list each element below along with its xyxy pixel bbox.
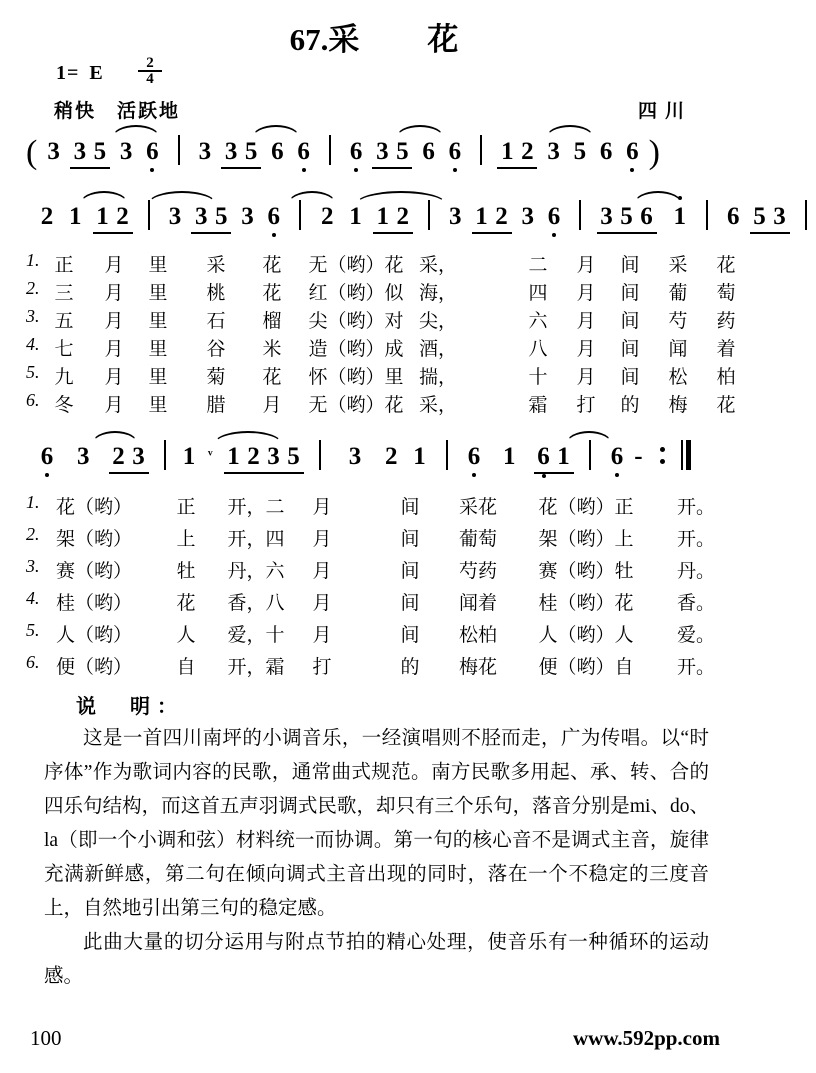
- lyric-syllable: 的: [400, 657, 420, 678]
- note: 6: [727, 203, 740, 230]
- note: 3: [129, 443, 149, 474]
- note: 6: [294, 138, 314, 166]
- lyric-syllable: 二: [528, 255, 548, 276]
- note: 2: [492, 203, 512, 234]
- lyric-syllable: 八: [528, 339, 548, 360]
- note: 3: [191, 203, 211, 234]
- verse-number: 5.: [26, 362, 40, 382]
- note: 3: [70, 138, 90, 169]
- lyric-syllable: 月: [576, 311, 596, 332]
- lyric-syllable: 花: [716, 395, 736, 416]
- lyric-syllable: 月: [104, 367, 124, 388]
- verse-number: 6.: [26, 652, 40, 672]
- verse-number: 1.: [26, 492, 40, 512]
- meter-denominator: 4: [138, 70, 162, 86]
- lyric-syllable: 梅: [668, 395, 688, 416]
- lyric-line: [26, 556, 724, 588]
- lyric-line: [26, 492, 724, 524]
- lyric-syllable: 闻着: [458, 593, 498, 614]
- lyric-syllable: 石: [206, 311, 226, 332]
- note: 3: [521, 203, 534, 230]
- slur: [214, 431, 282, 444]
- barline: [329, 135, 331, 165]
- notation-row: [26, 134, 724, 180]
- lyric-syllable: 葡萄: [458, 529, 498, 550]
- lyric-syllable: 里: [148, 283, 168, 304]
- lyric-syllable: 花: [176, 593, 196, 614]
- note: 5: [392, 138, 412, 169]
- lyric-syllable: 月: [576, 367, 596, 388]
- explanation-heading: 说 明：: [76, 696, 184, 718]
- lyric-line: [26, 390, 736, 418]
- note: 5: [211, 203, 231, 234]
- lyric-syllable: 间: [620, 311, 640, 332]
- note: 1: [554, 443, 574, 474]
- key-label: 1=: [56, 62, 80, 84]
- lyric-syllable: 无（哟）花: [308, 395, 404, 416]
- page-number: 100: [30, 1026, 62, 1050]
- lyric-syllable: 酒，: [418, 339, 458, 360]
- key-value: E: [89, 62, 104, 84]
- slur: [252, 125, 300, 138]
- score-line-2: [26, 200, 786, 418]
- note: 2: [244, 443, 264, 474]
- lyric-syllable: 月: [104, 339, 124, 360]
- notation-row: [26, 440, 724, 486]
- lyric-syllable: 桂（哟）: [55, 593, 133, 614]
- lyric-syllable: 月: [576, 255, 596, 276]
- note: 1: [182, 443, 196, 470]
- note: 3: [47, 138, 60, 165]
- note: 3: [119, 138, 133, 165]
- verse-number: 2.: [26, 278, 40, 298]
- note: 5: [750, 203, 770, 234]
- barline: [148, 200, 150, 230]
- verse-number: 4.: [26, 588, 40, 608]
- lyric-syllable: 造（哟）成: [308, 339, 404, 360]
- lyric-syllable: 开，四: [227, 529, 285, 550]
- note: 3: [348, 443, 362, 470]
- lyric-syllable: 开。: [676, 529, 716, 550]
- lyric-syllable: 间: [400, 529, 420, 550]
- lyric-syllable: 打: [312, 657, 332, 678]
- lyric-syllable: 花: [716, 255, 736, 276]
- note: 3: [597, 203, 617, 234]
- lyric-syllable: 六: [528, 311, 548, 332]
- lyric-syllable: 花（哟）: [55, 497, 133, 518]
- note: 3: [221, 138, 241, 169]
- lyric-syllable: 采: [206, 255, 226, 276]
- note: 2: [393, 203, 413, 234]
- note: 6: [637, 203, 657, 234]
- key-signature: [56, 62, 104, 85]
- note: 1: [413, 443, 426, 470]
- note: 6: [544, 203, 564, 231]
- lyric-syllable: 丹，六: [227, 561, 285, 582]
- lyric-line: [26, 524, 724, 556]
- lyric-syllable: 七: [54, 339, 74, 360]
- song-number: 67.: [289, 22, 329, 57]
- verse-number: 3.: [26, 556, 40, 576]
- lyric-syllable: 月: [104, 255, 124, 276]
- lyric-syllable: 松柏: [458, 625, 498, 646]
- lyric-syllable: 芍药: [458, 561, 498, 582]
- lyric-syllable: 无（哟）花: [308, 255, 404, 276]
- lyric-syllable: 里: [148, 311, 168, 332]
- lyric-syllable: 架（哟）: [55, 529, 133, 550]
- lyric-syllable: 怀（哟）里: [308, 367, 404, 388]
- slur: [112, 125, 160, 138]
- note: 1: [69, 203, 82, 230]
- lyric-line: [26, 250, 736, 278]
- lyric-syllable: 三: [54, 283, 74, 304]
- slur: [566, 431, 612, 444]
- barline: [428, 200, 430, 230]
- note: 1: [497, 138, 517, 169]
- lyric-syllable: 着: [716, 339, 736, 360]
- note: 5: [617, 203, 637, 234]
- lyric-syllable: 爱，十: [227, 625, 285, 646]
- note: 2: [385, 443, 398, 470]
- lyric-syllable: 正: [54, 255, 74, 276]
- note: 6: [622, 138, 642, 166]
- lyric-line: [26, 588, 724, 620]
- lyric-syllable: 间: [620, 283, 640, 304]
- note: 3: [547, 138, 560, 165]
- lyric-syllable: 架（哟）上: [538, 529, 634, 550]
- lyric-syllable: 桂（哟）花: [538, 593, 634, 614]
- lyric-syllable: 月: [576, 339, 596, 360]
- slur: [356, 191, 446, 204]
- note: 6: [534, 443, 554, 474]
- note: 1: [373, 203, 393, 234]
- notation-row: [26, 200, 786, 246]
- slur: [92, 431, 138, 444]
- lyric-syllable: 梅花: [458, 657, 498, 678]
- lyric-syllable: 间: [400, 593, 420, 614]
- barline: [299, 200, 301, 230]
- lyric-syllable: 腊: [206, 395, 226, 416]
- lyric-syllable: 月: [576, 283, 596, 304]
- verse-number: 1.: [26, 250, 40, 270]
- note: 6: [599, 138, 613, 165]
- note: 6: [606, 443, 628, 471]
- note: 5: [284, 443, 304, 474]
- lyric-syllable: 五: [54, 311, 74, 332]
- lyric-syllable: 花（哟）正: [538, 497, 634, 518]
- lyric-syllable: 间: [620, 339, 640, 360]
- note: 1: [503, 443, 516, 470]
- note: 1: [349, 203, 362, 230]
- lyric-syllable: 正: [176, 497, 196, 518]
- lyric-syllable: 月: [104, 311, 124, 332]
- lyric-syllable: 霜: [528, 395, 548, 416]
- barline: [178, 135, 180, 165]
- lyric-syllable: 闻: [668, 339, 688, 360]
- region-label: 四川: [637, 101, 692, 122]
- lyric-line: [26, 362, 736, 390]
- tempo-marking: 稍快 活跃地: [54, 101, 181, 122]
- breath-mark: ᵛ: [207, 447, 213, 464]
- website-watermark: www.592pp.com: [572, 1026, 720, 1050]
- lyric-syllable: 谷: [206, 339, 226, 360]
- lyric-syllable: 海，: [418, 283, 458, 304]
- barline: [319, 440, 321, 470]
- verse-number: 5.: [26, 620, 40, 640]
- note: 3: [372, 138, 392, 169]
- lyric-syllable: 红（哟）似: [308, 283, 404, 304]
- final-barline: [681, 440, 691, 470]
- score-line-1: [26, 134, 724, 180]
- score-line-3: [26, 440, 724, 684]
- lyric-syllable: 月: [312, 497, 332, 518]
- note: 6: [36, 443, 58, 471]
- lyric-syllable: 便（哟）: [55, 657, 133, 678]
- lyric-syllable: 月: [312, 593, 332, 614]
- slur: [396, 125, 444, 138]
- hold-dash: -: [634, 443, 643, 470]
- lyric-syllable: 桃: [206, 283, 226, 304]
- barline: [446, 440, 448, 470]
- note: 5: [90, 138, 110, 169]
- page-title: [0, 14, 750, 59]
- lyric-syllable: 芍: [668, 311, 688, 332]
- lyric-syllable: 松: [668, 367, 688, 388]
- lyric-syllable: 人: [176, 625, 196, 646]
- lyric-syllable: 赛（哟）: [55, 561, 133, 582]
- song-name: 采 花: [328, 22, 461, 57]
- lyric-syllable: 里: [148, 339, 168, 360]
- note: 3: [77, 443, 90, 470]
- lyric-syllable: 香，八: [227, 593, 285, 614]
- lyric-syllable: 月: [104, 395, 124, 416]
- barline: [706, 200, 708, 230]
- note: 3: [198, 138, 212, 165]
- lyric-syllable: 开。: [676, 657, 716, 678]
- lyric-line: [26, 652, 724, 684]
- lyric-syllable: 开。: [676, 497, 716, 518]
- lyric-syllable: 打: [576, 395, 596, 416]
- lyric-syllable: 采花: [458, 497, 498, 518]
- lyric-syllable: 间: [620, 367, 640, 388]
- explanation-body: [44, 722, 709, 994]
- note: 5: [573, 138, 587, 165]
- lyric-syllable: 间: [400, 497, 420, 518]
- lyric-line: [26, 306, 736, 334]
- barline: [589, 440, 591, 470]
- lyric-syllable: 间: [620, 255, 640, 276]
- verse-number: 3.: [26, 306, 40, 326]
- lyric-syllable: 月: [312, 561, 332, 582]
- lyric-line: [26, 278, 736, 306]
- lyric-syllable: 药: [716, 311, 736, 332]
- lyric-syllable: 花: [262, 255, 282, 276]
- note: 6: [422, 138, 435, 165]
- note: 6: [463, 443, 485, 471]
- lyric-syllable: 采，: [418, 255, 458, 276]
- lyric-syllable: 牡: [176, 561, 196, 582]
- lyric-syllable: 花: [262, 283, 282, 304]
- lyric-syllable: 开，霜: [227, 657, 285, 678]
- explanation-paragraph: 这是一首四川南坪的小调音乐，一经演唱则不胫而走，广为传唱。以“时序体”作为歌词内容的民歌，通常曲式规范。南方民歌多用起、承、转、合的四乐句结构，而这首五声羽调式民歌，却只有三个乐句，落音分别是mi、do、la（即一个小调和弦）材料统一而协调。第一句的核心音不是调式主音，旋律充满新鲜感，第二句在倾向调式主音出现的同时，落在一个不稳定的三度音上，自然地引出第三句的稳定感。: [44, 728, 709, 919]
- lyric-syllable: 萄: [716, 283, 736, 304]
- note: 2: [40, 203, 54, 230]
- lyric-syllable: 葡: [668, 283, 688, 304]
- lyrics-block-1: [26, 250, 736, 418]
- lyric-syllable: 月: [312, 625, 332, 646]
- lyric-syllable: 丹。: [676, 561, 716, 582]
- lyrics-block-2: [26, 492, 724, 684]
- lyric-syllable: 人（哟）: [55, 625, 133, 646]
- meter-numerator: 2: [146, 55, 154, 71]
- note: 1: [93, 203, 113, 234]
- note: 6: [264, 203, 284, 231]
- barline: [805, 200, 807, 230]
- barline: [480, 135, 482, 165]
- lyric-syllable: 爱。: [676, 625, 716, 646]
- lyric-syllable: 便（哟）自: [538, 657, 634, 678]
- lyric-syllable: 采: [668, 255, 688, 276]
- note: 3: [241, 203, 254, 230]
- note: 1: [669, 203, 691, 231]
- lyric-syllable: 榴: [262, 311, 282, 332]
- verse-number: 4.: [26, 334, 40, 354]
- lyric-syllable: 间: [400, 561, 420, 582]
- slur: [634, 191, 682, 204]
- lyric-syllable: 月: [312, 529, 332, 550]
- lyric-syllable: 采，: [418, 395, 458, 416]
- lyric-syllable: 尖，: [418, 311, 458, 332]
- lyric-syllable: 冬: [54, 395, 74, 416]
- lyric-line: [26, 620, 724, 652]
- lyric-syllable: 里: [148, 367, 168, 388]
- lyric-syllable: 自: [176, 657, 196, 678]
- time-signature: [138, 56, 162, 86]
- lyric-syllable: 花: [262, 367, 282, 388]
- note: 6: [142, 138, 162, 166]
- lyric-syllable: 开，二: [227, 497, 285, 518]
- lyric-syllable: 菊: [206, 367, 226, 388]
- slur: [546, 125, 594, 138]
- verse-number: 2.: [26, 524, 40, 544]
- lyric-syllable: 里: [148, 395, 168, 416]
- lyric-syllable: 的: [620, 395, 640, 416]
- lyric-syllable: 上: [176, 529, 196, 550]
- lyric-syllable: 十: [528, 367, 548, 388]
- note: 2: [113, 203, 133, 234]
- verse-number: 6.: [26, 390, 40, 410]
- lyric-syllable: 九: [54, 367, 74, 388]
- note: 5: [241, 138, 261, 169]
- close-paren: ): [648, 134, 660, 171]
- note: 3: [168, 203, 182, 230]
- note: 1: [224, 443, 244, 474]
- slur: [148, 191, 216, 204]
- barline: [164, 440, 166, 470]
- note: 3: [770, 203, 790, 234]
- lyric-syllable: 柏: [716, 367, 736, 388]
- barline: [579, 200, 581, 230]
- repeat-dots: [659, 440, 667, 470]
- open-paren: (: [26, 134, 38, 171]
- lyric-syllable: 间: [400, 625, 420, 646]
- note: 2: [321, 203, 334, 230]
- note: 3: [449, 203, 462, 230]
- note: 6: [445, 138, 465, 166]
- lyric-line: [26, 334, 736, 362]
- note: 3: [264, 443, 284, 474]
- explanation-paragraph: 此曲大量的切分运用与附点节拍的精心处理，使音乐有一种循环的运动感。: [44, 932, 709, 987]
- lyric-syllable: 月: [262, 395, 282, 416]
- lyric-syllable: 里: [148, 255, 168, 276]
- lyric-syllable: 米: [262, 339, 282, 360]
- note: 2: [517, 138, 537, 169]
- lyric-syllable: 人（哟）人: [538, 625, 634, 646]
- note: 1: [472, 203, 492, 234]
- slur: [288, 191, 336, 204]
- lyric-syllable: 尖（哟）对: [308, 311, 404, 332]
- note: 6: [271, 138, 284, 165]
- lyric-syllable: 赛（哟）牡: [538, 561, 634, 582]
- note: 6: [346, 138, 366, 166]
- lyric-syllable: 月: [104, 283, 124, 304]
- slur: [80, 191, 128, 204]
- lyric-syllable: 香。: [676, 593, 716, 614]
- lyric-syllable: 四: [528, 283, 548, 304]
- lyric-syllable: 揣，: [418, 367, 458, 388]
- note: 2: [109, 443, 129, 474]
